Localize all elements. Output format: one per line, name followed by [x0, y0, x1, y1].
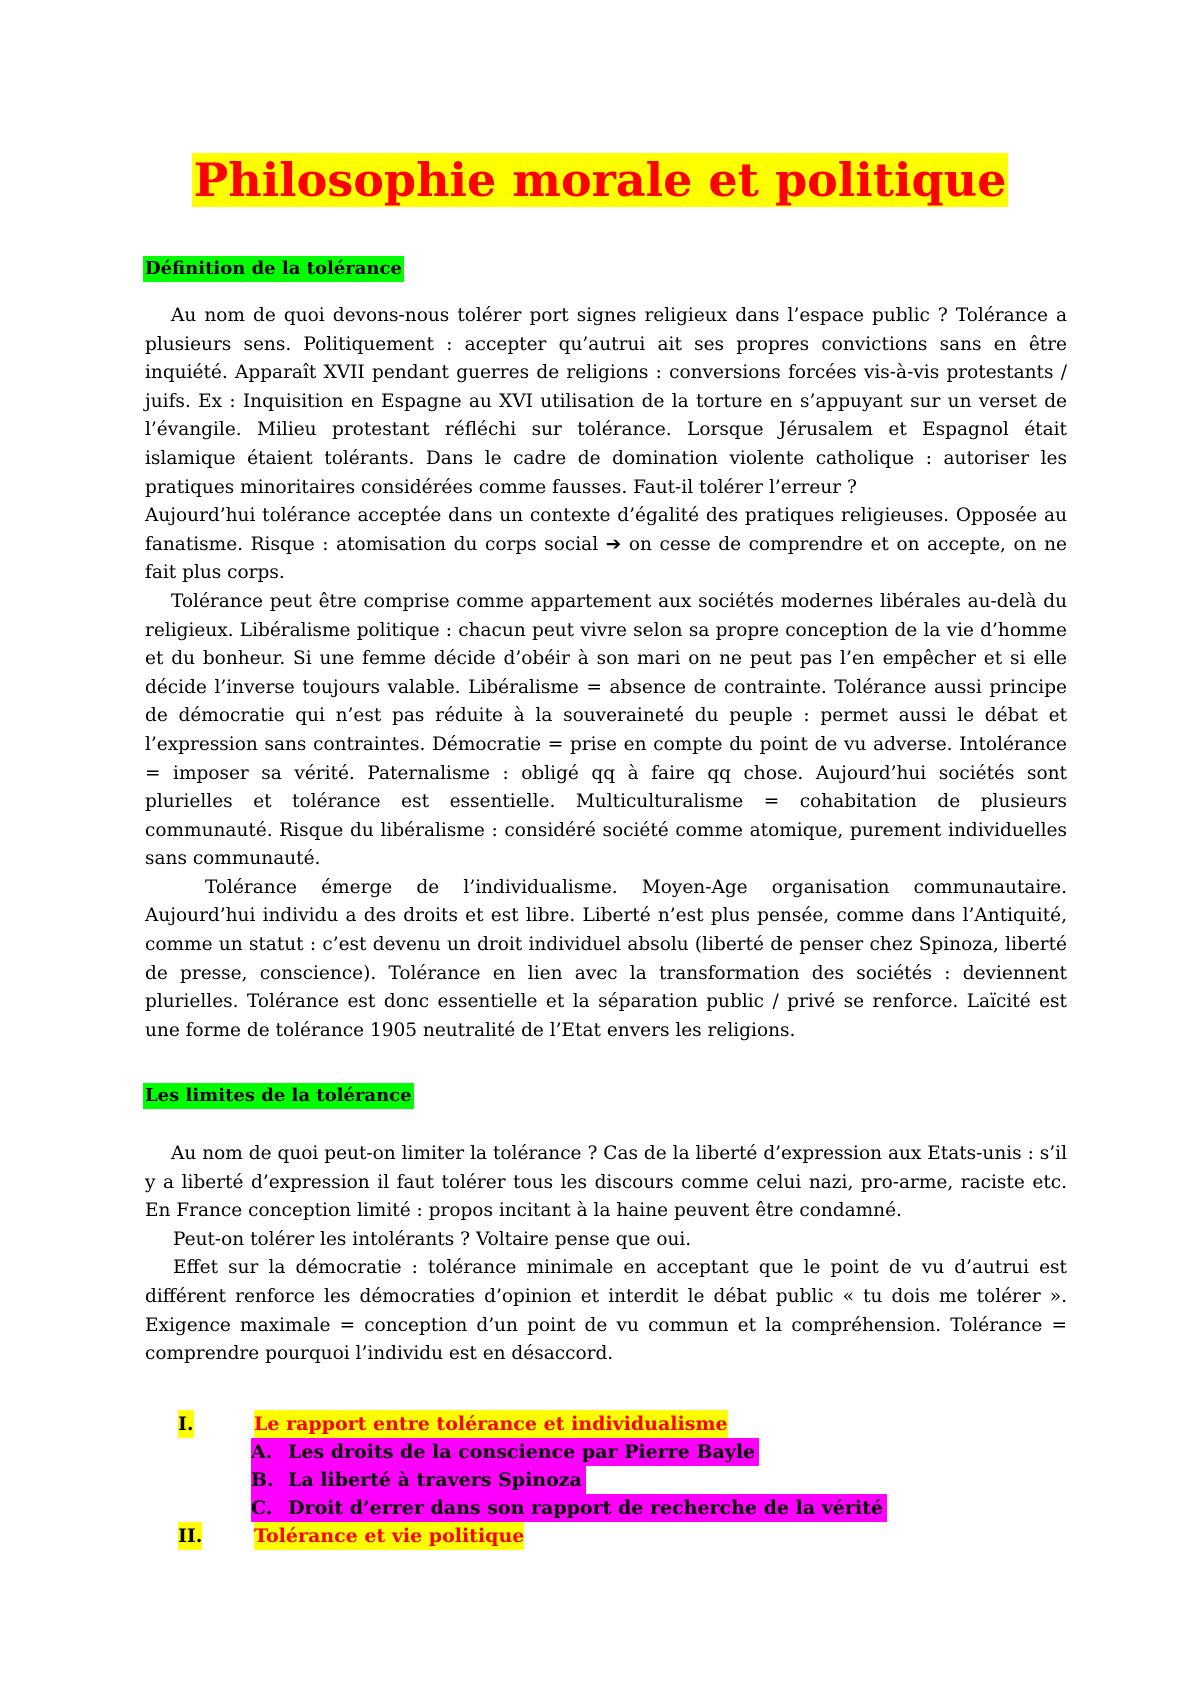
section-body-limits — [145, 1140, 1067, 1369]
outline-sub-item — [251, 1438, 759, 1466]
outline-sub-label: Droit d’errer dans son rapport de recherche de la vérité — [288, 1497, 883, 1519]
outline-sub-label: Les droits de la conscience par Pierre Bayle — [288, 1441, 756, 1463]
outline-sub-letter: A. — [251, 1441, 273, 1463]
outline-part-label: Le rapport entre tolérance et individualisme — [254, 1410, 728, 1438]
paragraph: Tolérance peut être comprise comme appartement aux sociétés modernes libérales au-delà du religieux. Libéralisme politique : chacun peut vivre selon sa propre conception de la vie d’homme et du bonheur. Si une femme décide d’obéir à son mari on ne peut pas l’en empêcher et si elle décide l’inverse toujours valable. Libéralisme = absence de contrainte. Tolérance aussi principe de démocratie qui n’est pas réduite à la souveraineté du peuple : permet aussi le débat et l’expression sans contraintes. Démocratie = prise en compte du point de vu adverse. Intolérance = imposer sa vérité. Paternalisme : obligé qq à faire qq chose. Aujourd’hui sociétés sont plurielles et tolérance est essentielle. Multiculturalisme = cohabitation de plusieurs communauté. Risque du libéralisme : considéré société comme atomique, purement individuelles sans communauté. — [145, 590, 1067, 870]
outline-sub-item — [251, 1494, 887, 1522]
paragraph-text: on cesse de comprendre et on accepte, on ne fait plus corps. — [145, 533, 1067, 584]
outline-sub-letter: C. — [251, 1497, 273, 1519]
section-heading-definition: Définition de la tolérance — [143, 256, 404, 282]
outline-part-number: II. — [178, 1522, 202, 1550]
outline-sub-label: La liberté à travers Spinoza — [288, 1469, 582, 1491]
outline-sub-item — [251, 1466, 586, 1494]
outline-part-number: I. — [178, 1410, 194, 1438]
arrow-right-icon: ➔ — [605, 533, 622, 555]
page-title-wrapper — [0, 150, 1200, 210]
paragraph: Effet sur la démocratie : tolérance minimale en acceptant que le point de vu d’autrui est différent renforce les démocraties d’opinion et interdit le débat public « tu dois me tolérer ». Exigence maximale = conception d’un point de vu commun et la compréhension. Tolérance = comprendre pourquoi l’individu est en désaccord. — [145, 1257, 1067, 1365]
paragraph: Au nom de quoi peut-on limiter la tolérance ? Cas de la liberté d’expression aux Etats-unis : s’il y a liberté d’expression il faut tolérer tous les discours comme celui nazi, pro-arme, raciste etc. En France conception limité : propos incitant à la haine peuvent être condamné. — [145, 1143, 1067, 1222]
section-heading-limits: Les limites de la tolérance — [143, 1083, 414, 1109]
paragraph — [145, 502, 1067, 588]
paragraph: Peut-on tolérer les intolérants ? Voltaire pense que oui. — [173, 1228, 692, 1250]
paragraph-text: Aujourd’hui tolérance acceptée dans un contexte d’égalité des pratiques religieuses. Opposée au fanatisme. Risque : atomisation du corps social — [145, 505, 1067, 555]
outline-part-label: Tolérance et vie politique — [254, 1522, 524, 1550]
page-title: Philosophie morale et politique — [193, 153, 1007, 207]
outline-sub-letter: B. — [251, 1469, 274, 1491]
section-body-definition — [145, 302, 1067, 1045]
paragraph: Tolérance émerge de l’individualisme. Moyen-Age organisation communautaire. Aujourd’hui individu a des droits et est libre. Liberté n’est plus pensée, comme dans l’Antiquité, comme un statut : c’est devenu un droit individuel absolu (liberté de penser chez Spinoza, liberté de presse, conscience). Tolérance en lien avec la transformation des sociétés : deviennent plurielles. Tolérance est donc essentielle et la séparation public / privé se renforce. Laïcité est une forme de tolérance 1905 neutralité de l’Etat envers les religions. — [145, 876, 1067, 1041]
paragraph: Au nom de quoi devons-nous tolérer port signes religieux dans l’espace public ? Tolérance a plusieurs sens. Politiquement : accepter qu’autrui ait ses propres convictions sans en être inquiété. Apparaît XVII pendant guerres de religions : conversions forcées vis-à-vis protestants / juifs. Ex : Inquisition en Espagne au XVI utilisation de la torture en s’appuyant sur un verset de l’évangile. Milieu protestant réfléchi sur tolérance. Lorsque Jérusalem et Espagnol était islamique étaient tolérants. Dans le cadre de domination violente catholique : autoriser les pratiques minoritaires considérées comme fausses. Faut-il tolérer l’erreur ? — [145, 305, 1067, 498]
